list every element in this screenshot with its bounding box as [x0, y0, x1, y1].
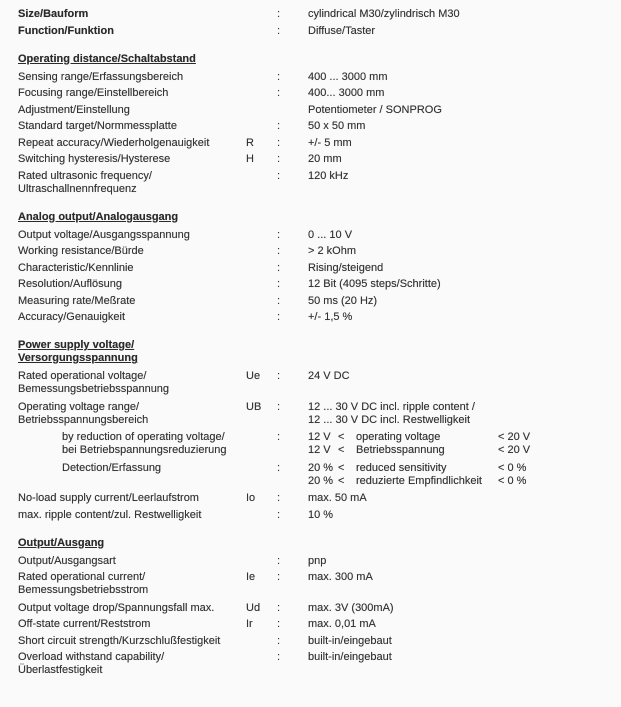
- section-heading: [18, 211, 611, 224]
- row-label-line: Accuracy/Genauigkeit: [18, 311, 125, 323]
- value-line: Potentiometer / SONPROG: [308, 103, 442, 116]
- row-colon: :: [277, 278, 281, 290]
- row-value: [308, 431, 611, 457]
- row-colon: :: [277, 508, 281, 521]
- section-heading-line: [18, 53, 611, 66]
- row-colon: :: [277, 651, 281, 663]
- spec-row: [18, 245, 611, 258]
- value-upper-bound: < 0 %: [498, 461, 527, 474]
- row-label-line: Switching hysteresis/Hysterese: [18, 153, 171, 165]
- row-label-line: Short circuit strength/Kurzschlußfestigkeit: [18, 634, 221, 647]
- value-lower-bound: 20 %: [308, 461, 334, 474]
- row-colon: :: [277, 311, 281, 323]
- row-label-line: Repeat accuracy/Wiederholgenauigkeit: [18, 136, 210, 149]
- value-lower-bound: 20 %: [308, 474, 334, 487]
- value-line: [308, 475, 611, 488]
- row-label: [18, 555, 246, 568]
- row-label-line: Bemessungsbetriebsspannung: [18, 383, 170, 395]
- section-heading-line: [18, 211, 611, 224]
- row-label: [18, 571, 246, 597]
- value-line: 24 V DC: [308, 370, 350, 382]
- spec-row: [18, 401, 611, 427]
- spec-row: [18, 87, 611, 100]
- spec-row: [18, 370, 611, 396]
- row-label-line: Characteristic/Kennlinie: [18, 261, 134, 274]
- value-line: cylindrical M30/zylindrisch M30: [308, 8, 460, 20]
- row-label-line: Output voltage drop/Spannungsfall max.: [18, 601, 215, 614]
- spec-row: [18, 104, 611, 117]
- row-label: [18, 262, 246, 275]
- spec-section: [18, 8, 611, 38]
- row-colon: :: [277, 70, 281, 83]
- row-value: [308, 618, 611, 631]
- row-label: [18, 137, 246, 150]
- row-label: [18, 8, 246, 21]
- row-colon: :: [277, 492, 281, 504]
- row-symbol: R: [246, 136, 254, 149]
- spec-row: [18, 509, 611, 522]
- value-upper-bound: < 20 V: [498, 431, 531, 443]
- value-line: Diffuse/Taster: [308, 24, 376, 37]
- row-colon: :: [277, 571, 281, 583]
- spec-row: [18, 555, 611, 568]
- spec-row: [18, 137, 611, 150]
- value-line: Rising/steigend: [308, 261, 384, 274]
- row-label-line: Bemessungsbetriebsstrom: [18, 584, 149, 596]
- value-line: [308, 431, 611, 444]
- row-label: [18, 87, 246, 100]
- spec-row: [18, 635, 611, 648]
- spec-row: [18, 153, 611, 166]
- row-label-line: Operating voltage range/: [18, 400, 140, 413]
- row-value: [308, 401, 611, 427]
- value-line: 10 %: [308, 508, 334, 521]
- value-line: 12 ... 30 V DC incl. ripple content /: [308, 400, 475, 413]
- spec-row: [18, 571, 611, 597]
- row-label-line: Working resistance/Bürde: [18, 245, 144, 257]
- spec-row: [18, 651, 611, 677]
- row-label-line: Measuring rate/Meßrate: [18, 294, 136, 307]
- spec-row: [18, 229, 611, 242]
- row-label: [18, 25, 246, 38]
- row-value: [308, 602, 611, 615]
- row-colon: :: [277, 245, 281, 257]
- value-line: max. 3V (300mA): [308, 601, 394, 614]
- value-line: built-in/eingebaut: [308, 634, 392, 647]
- row-value: [308, 8, 611, 21]
- less-than-sign: <: [338, 431, 345, 443]
- row-colon: :: [277, 554, 281, 567]
- row-label: [18, 635, 246, 648]
- value-lower-bound: 12 V: [308, 431, 331, 443]
- value-line: 120 kHz: [308, 169, 349, 182]
- row-value: [308, 311, 611, 324]
- value-line: 0 ... 10 V: [308, 228, 353, 241]
- row-value: [308, 462, 611, 488]
- row-colon: :: [277, 87, 281, 99]
- value-line: pnp: [308, 554, 327, 567]
- less-than-sign: <: [338, 461, 345, 474]
- row-label-line: bei Betriebspannungsreduzierung: [62, 444, 227, 456]
- value-quantity: reduced sensitivity: [356, 461, 447, 474]
- value-upper-bound: < 20 V: [498, 444, 531, 456]
- row-value: [308, 262, 611, 275]
- row-value: [308, 651, 611, 664]
- row-value: [308, 229, 611, 242]
- row-label-line: Focusing range/Einstellbereich: [18, 87, 169, 99]
- row-label: [18, 120, 246, 133]
- section-heading-line: [18, 537, 611, 550]
- row-symbol: Ue: [246, 370, 261, 382]
- row-label-line: max. ripple content/zul. Restwelligkeit: [18, 508, 202, 521]
- row-label-line: Überlastfestigkeit: [18, 664, 103, 676]
- row-label: [18, 492, 246, 505]
- row-label: [18, 509, 246, 522]
- row-colon: :: [277, 431, 281, 443]
- row-value: [308, 25, 611, 38]
- section-heading-text: Power supply voltage/: [18, 339, 135, 351]
- row-symbol: UB: [246, 400, 262, 413]
- spec-section: [18, 53, 611, 196]
- row-value: [308, 509, 611, 522]
- section-heading-line: [18, 352, 611, 365]
- spec-row: [18, 278, 611, 291]
- row-value: [308, 153, 611, 166]
- row-label-line: Rated operational voltage/: [18, 370, 147, 382]
- row-value: [308, 170, 611, 183]
- value-quantity: operating voltage: [356, 431, 441, 443]
- row-label: [18, 311, 246, 324]
- row-colon: :: [277, 601, 281, 614]
- spec-section: [18, 339, 611, 522]
- row-value: [308, 295, 611, 308]
- section-heading: [18, 339, 611, 365]
- spec-row: [18, 25, 611, 38]
- row-value: [308, 492, 611, 505]
- row-label: [18, 229, 246, 242]
- row-label: [18, 104, 246, 117]
- spec-row: [18, 71, 611, 84]
- value-line: 50 ms (20 Hz): [308, 294, 378, 307]
- spec-row: [18, 462, 611, 488]
- row-label-line: Betriebsspannungsbereich: [18, 413, 149, 426]
- spec-row: [18, 431, 611, 457]
- row-value: [308, 120, 611, 133]
- spec-row: [18, 262, 611, 275]
- row-label-line: Function/Funktion: [18, 24, 114, 37]
- value-line: [308, 462, 611, 475]
- spec-row: [18, 170, 611, 196]
- value-line: 50 x 50 mm: [308, 120, 366, 132]
- row-label: [18, 651, 246, 677]
- value-quantity: Betriebsspannung: [356, 444, 445, 456]
- section-heading-line: [18, 339, 611, 352]
- value-line: max. 300 mA: [308, 571, 373, 583]
- value-line: 12 ... 30 V DC incl. Restwelligkeit: [308, 413, 471, 426]
- row-label-line: Rated ultrasonic frequency/: [18, 169, 152, 182]
- section-heading: [18, 53, 611, 66]
- row-value: [308, 555, 611, 568]
- row-value: [308, 245, 611, 258]
- spec-row: [18, 8, 611, 21]
- value-line: 12 Bit (4095 steps/Schritte): [308, 278, 441, 290]
- row-symbol: H: [246, 153, 254, 165]
- row-label: [18, 401, 246, 427]
- row-label: [18, 462, 246, 475]
- row-label-line: Sensing range/Erfassungsbereich: [18, 70, 184, 83]
- section-heading-text: Output/Ausgang: [18, 536, 105, 549]
- row-value: [308, 104, 611, 117]
- row-symbol: Io: [246, 492, 256, 504]
- row-symbol: Ud: [246, 601, 261, 614]
- row-colon: :: [277, 169, 281, 182]
- row-colon: :: [277, 461, 281, 474]
- value-lower-bound: 12 V: [308, 444, 331, 456]
- spec-row: [18, 295, 611, 308]
- row-label-line: Resolution/Auflösung: [18, 278, 122, 290]
- spec-row: [18, 492, 611, 505]
- row-value: [308, 278, 611, 291]
- section-heading-text: Operating distance/Schaltabstand: [18, 52, 196, 65]
- less-than-sign: <: [338, 444, 345, 456]
- value-quantity: reduzierte Empfindlichkeit: [356, 474, 482, 487]
- value-line: max. 50 mA: [308, 492, 367, 504]
- value-line: +/- 5 mm: [308, 136, 352, 149]
- row-label: [18, 295, 246, 308]
- row-label-line: Output/Ausgangsart: [18, 554, 116, 567]
- row-value: [308, 635, 611, 648]
- row-colon: :: [277, 294, 281, 307]
- row-label-line: No-load supply current/Leerlaufstrom: [18, 492, 199, 504]
- row-colon: :: [277, 153, 281, 165]
- row-colon: :: [277, 136, 281, 149]
- spec-section: [18, 537, 611, 678]
- value-line: 20 mm: [308, 153, 342, 165]
- spec-section: [18, 211, 611, 325]
- row-colon: :: [277, 634, 281, 647]
- row-label-line: Detection/Erfassung: [62, 461, 162, 474]
- value-line: [308, 444, 611, 457]
- row-value: [308, 71, 611, 84]
- row-label-line: Overload withstand capability/: [18, 651, 165, 663]
- section-heading: [18, 537, 611, 550]
- row-value: [308, 370, 611, 383]
- row-label: [18, 153, 246, 166]
- row-label-line: Size/Bauform: [18, 8, 89, 20]
- row-colon: :: [277, 370, 281, 382]
- row-label-line: Rated operational current/: [18, 571, 146, 583]
- spec-row: [18, 120, 611, 133]
- row-colon: :: [277, 400, 281, 413]
- row-colon: :: [277, 618, 281, 630]
- row-value: [308, 87, 611, 100]
- row-colon: :: [277, 8, 281, 20]
- less-than-sign: <: [338, 474, 345, 487]
- spec-row: [18, 618, 611, 631]
- row-value: [308, 137, 611, 150]
- row-label: [18, 71, 246, 84]
- section-heading-text: Analog output/Analogausgang: [18, 210, 179, 223]
- value-line: > 2 kOhm: [308, 245, 356, 257]
- row-colon: :: [277, 228, 281, 241]
- row-symbol: Ir: [246, 618, 253, 630]
- spec-row: [18, 311, 611, 324]
- row-label: [18, 278, 246, 291]
- row-label: [18, 618, 246, 631]
- row-value: [308, 571, 611, 584]
- row-colon: :: [277, 24, 281, 37]
- value-line: max. 0,01 mA: [308, 618, 376, 630]
- row-label: [18, 245, 246, 258]
- row-colon: :: [277, 261, 281, 274]
- value-line: built-in/eingebaut: [308, 651, 392, 663]
- row-label-line: Off-state current/Reststrom: [18, 618, 151, 630]
- section-heading-text: Versorgungsspannung: [18, 352, 138, 364]
- row-label-line: Standard target/Normmessplatte: [18, 120, 177, 132]
- row-label-line: Ultraschallnennfrequenz: [18, 182, 137, 195]
- row-label: [18, 431, 246, 457]
- value-line: 400... 3000 mm: [308, 87, 385, 99]
- row-label: [18, 370, 246, 396]
- value-line: +/- 1,5 %: [308, 311, 353, 323]
- row-label-line: Adjustment/Einstellung: [18, 103, 130, 116]
- row-colon: :: [277, 120, 281, 132]
- row-label: [18, 602, 246, 615]
- row-label-line: by reduction of operating voltage/: [62, 431, 225, 443]
- value-line: 400 ... 3000 mm: [308, 70, 388, 83]
- row-label: [18, 170, 246, 196]
- row-label-line: Output voltage/Ausgangsspannung: [18, 228, 190, 241]
- spec-row: [18, 602, 611, 615]
- row-symbol: Ie: [246, 571, 256, 583]
- value-upper-bound: < 0 %: [498, 474, 527, 487]
